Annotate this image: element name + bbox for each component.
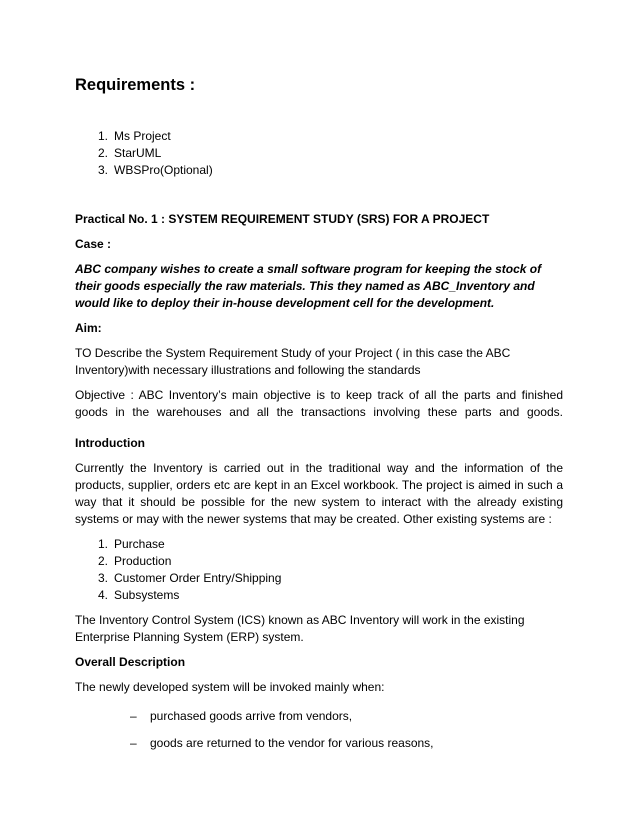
case-label: Case : <box>75 237 112 251</box>
dash-bullet: – <box>130 709 137 723</box>
dash-list-item <box>75 735 563 752</box>
list-item <box>75 536 563 553</box>
list-item <box>75 145 213 162</box>
list-item <box>75 128 213 145</box>
aim-label: Aim: <box>75 321 102 335</box>
list-item <box>75 553 563 570</box>
dash-list-item <box>75 708 563 725</box>
list-number: 3. <box>97 571 108 585</box>
list-item-text: WBSPro(Optional) <box>114 163 213 177</box>
dash-item-text: goods are returned to the vendor for various reasons, <box>150 736 434 750</box>
overall-description-heading: Overall Description <box>75 655 186 669</box>
list-number: 2. <box>97 554 108 568</box>
case-text: ABC company wishes to create a small software program for keeping the stock of their goods especially the raw materials. This they named as ABC_Inventory and would like to deploy their in-house development cell for the development. <box>75 262 542 310</box>
requirements-list <box>75 128 213 179</box>
aim-text: TO Describe the System Requirement Study of your Project ( in this case the ABC Inventory)with necessary illustrations and following the standards <box>75 346 511 377</box>
list-item-text: Purchase <box>114 537 165 551</box>
list-item-text: StarUML <box>114 146 162 160</box>
ics-paragraph: The Inventory Control System (ICS) known as ABC Inventory will work in the existing Enterprise Planning System (ERP) system. <box>75 613 525 644</box>
introduction-paragraph: Currently the Inventory is carried out in the traditional way and the information of the products, supplier, orders etc are kept in an Excel workbook. The project is aimed in such a way that it should be possible for the new system to interact with the already existing systems or may with the newer systems that may be created. Other existing systems are : <box>75 461 563 526</box>
dash-bullet: – <box>130 736 137 750</box>
document-body <box>75 211 563 762</box>
list-number: 1. <box>97 537 108 551</box>
introduction-heading: Introduction <box>75 436 145 450</box>
list-number: 1. <box>97 129 108 143</box>
list-item <box>75 570 563 587</box>
dash-item-text: purchased goods arrive from vendors, <box>150 709 353 723</box>
existing-systems-list <box>75 536 563 604</box>
list-item-text: Customer Order Entry/Shipping <box>114 571 282 585</box>
practical-heading: Practical No. 1 : SYSTEM REQUIREMENT STUDY (SRS) FOR A PROJECT <box>75 212 490 226</box>
objective-text: Objective : ABC Inventory’s main objective is to keep track of all the parts and finished goods in the warehouses and all the transactions involving these parts and goods. <box>75 388 563 419</box>
list-number: 4. <box>97 588 108 602</box>
list-number: 2. <box>97 146 108 160</box>
list-item <box>75 587 563 604</box>
overall-intro: The newly developed system will be invoked mainly when: <box>75 680 385 694</box>
list-item-text: Production <box>114 554 172 568</box>
requirements-heading: Requirements : <box>75 76 196 94</box>
list-number: 3. <box>97 163 108 177</box>
list-item-text: Subsystems <box>114 588 180 602</box>
list-item <box>75 162 213 179</box>
list-item-text: Ms Project <box>114 129 171 143</box>
